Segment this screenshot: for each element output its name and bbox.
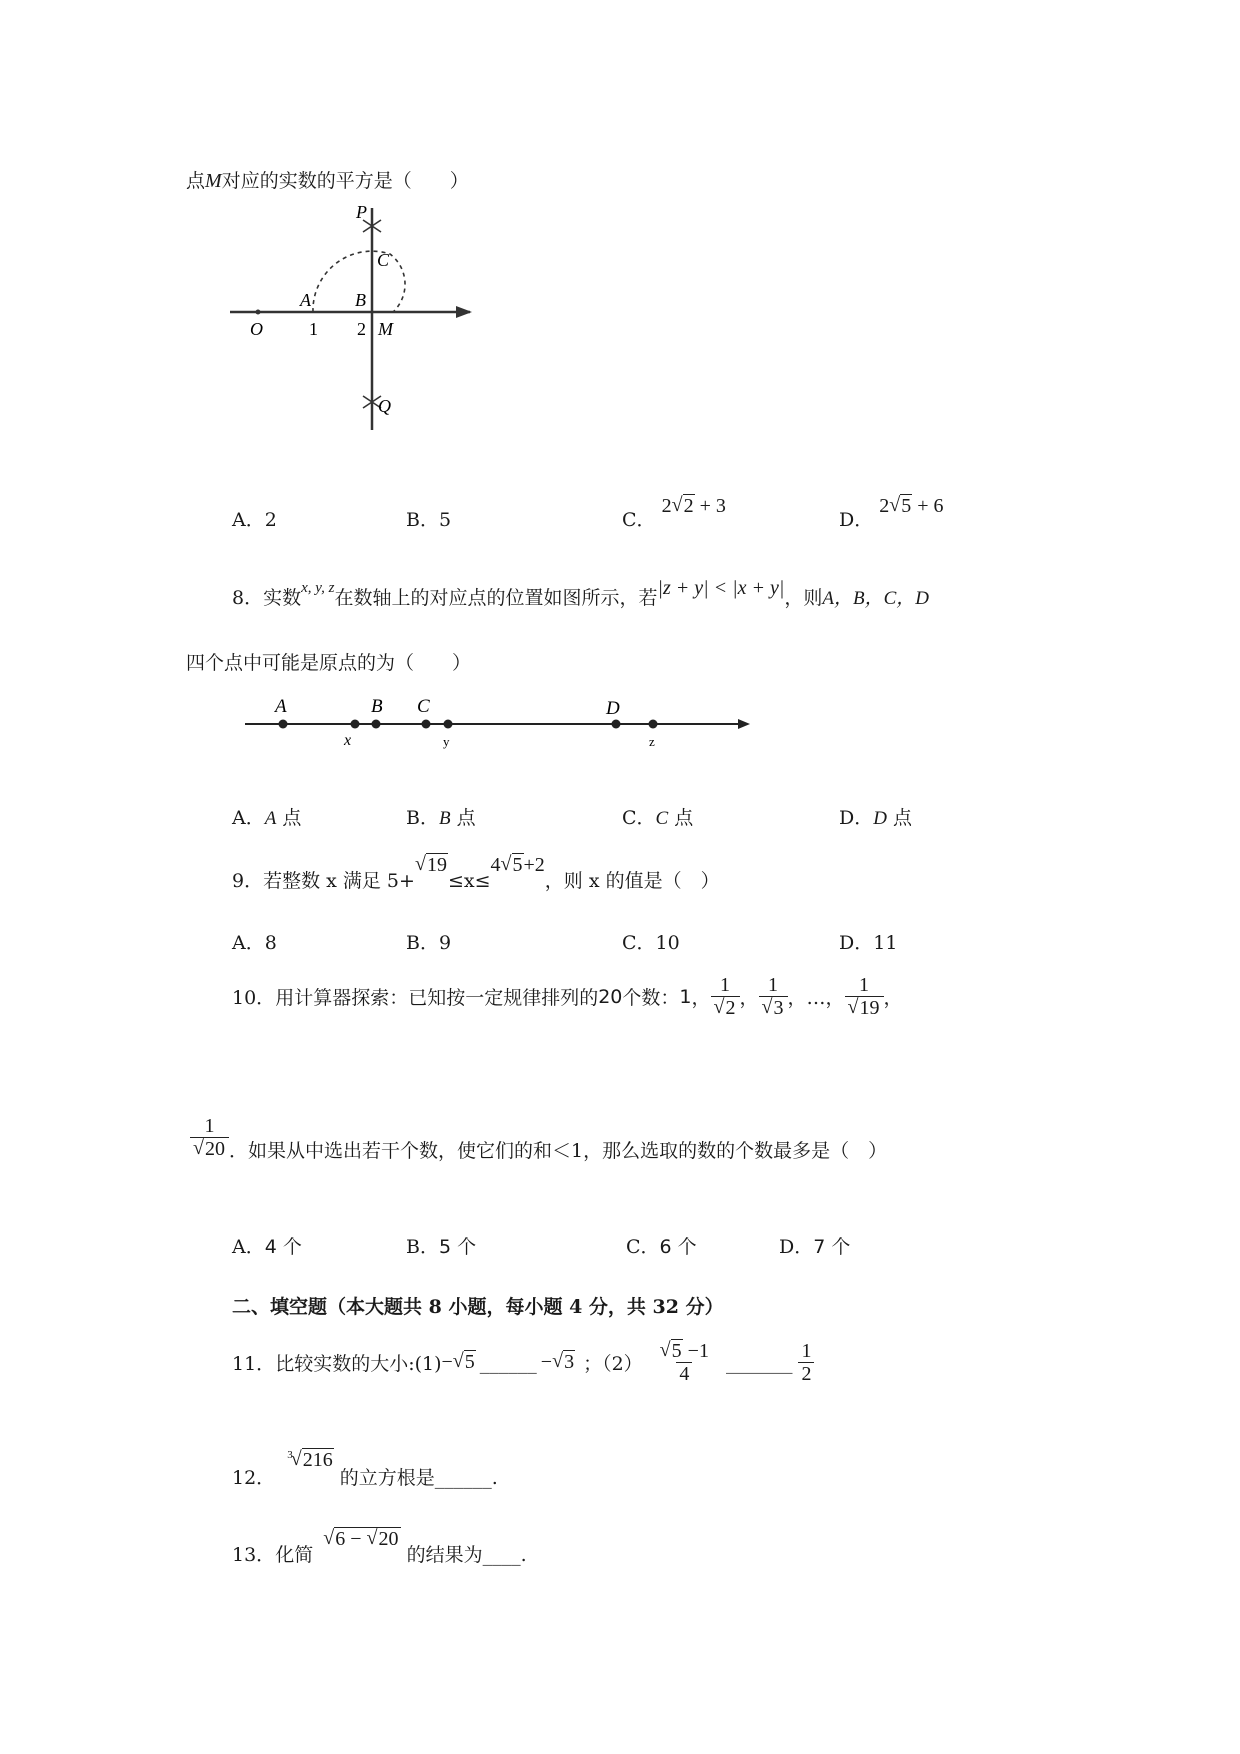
point-O <box>256 310 261 315</box>
q8-option-b[interactable]: B．B 点 <box>406 807 476 829</box>
blank-2: _______ <box>725 1351 793 1374</box>
q10-option-a[interactable]: A．4 个 <box>232 1236 302 1258</box>
fraction-1-sqrt19: 1 √ 19 <box>845 974 884 1019</box>
label-B: B <box>371 696 383 717</box>
sqrt-2: √ 2 <box>672 495 695 518</box>
q12-stem: 12． $^3$√ 216 的立方根是______. <box>232 1463 498 1490</box>
q8-stem-line1: 8．实数$^{x, y, z}$在数轴上的对应点的位置如图所示，若|z + y| < |x + y|，则A，B，C，D <box>232 577 929 609</box>
q10-stem-line1: 10． 用计算器探索：已知按一定规律排列的 20 个数： 1 ， 1 √ 2 ， 1 √ 3 ，…， 1 √ 19 ， <box>232 974 903 1019</box>
q9-stem: 9．若整数 x 满足 5+√ 19≤x≤4√ 5+2，则 x 的值是（ ） <box>232 866 720 893</box>
dot-y <box>444 720 453 729</box>
q7-option-c[interactable]: C． 2√ 2 + 3 <box>622 505 726 532</box>
q7-option-b[interactable]: B．5 <box>406 509 452 531</box>
label-P: P <box>356 202 367 222</box>
q8-stem-line2: 四个点中可能是原点的为（ ） <box>186 652 472 674</box>
q9-option-a[interactable]: A．8 <box>232 932 277 954</box>
dot-B <box>372 720 381 729</box>
sqrt-5: √ 5 <box>889 495 912 518</box>
label-O: O <box>250 319 263 339</box>
fraction-1-sqrt3: 1 √ 3 <box>759 974 788 1019</box>
label-M: M <box>378 319 393 339</box>
q10-option-b[interactable]: B．5 个 <box>406 1236 477 1258</box>
label-y: y <box>443 734 450 749</box>
fraction-1-sqrt20: 1 √ 20 <box>190 1115 229 1160</box>
q8-number-line-figure <box>240 690 760 750</box>
dot-D <box>612 720 621 729</box>
q9-option-c[interactable]: C．10 <box>622 932 680 954</box>
q8-option-c[interactable]: C．C 点 <box>622 807 694 829</box>
q7-option-a[interactable]: A．2 <box>232 509 277 531</box>
fraction-sqrt5-minus1-over-4: √ $\frac{5 -1}{4}$ <box>657 1340 712 1385</box>
label-C: C <box>377 250 390 270</box>
dot-z <box>649 720 658 729</box>
label-A: A <box>275 696 287 717</box>
q10-option-c[interactable]: C．6 个 <box>626 1236 697 1258</box>
axis-arrow <box>456 306 472 318</box>
label-D: D <box>606 698 620 719</box>
section-heading: 二、填空题（本大题共 8 小题，每小题 4 分，共 32 分） <box>232 1296 724 1318</box>
sqrt-6-minus-sqrt20: √ 6 − √ 20 <box>323 1528 400 1551</box>
sqrt-19: √ 19 <box>415 854 448 877</box>
q7-number-line-figure <box>220 200 490 440</box>
label-z: z <box>649 734 655 749</box>
dot-x <box>351 720 360 729</box>
label-2: 2 <box>357 319 366 339</box>
q9-option-d[interactable]: D．11 <box>839 932 898 954</box>
label-A: A <box>300 290 311 310</box>
fraction-1-sqrt2: 1 √ 2 <box>711 974 740 1019</box>
label-x: x <box>344 732 352 749</box>
cube-root-216: √ 216 <box>291 1449 334 1472</box>
q10-stem-line2: 1 √ 20 ．如果从中选出若干个数，使它们的和＜1，那么选取的数的个数最多是（ ） <box>190 1115 887 1160</box>
q7-stem: 点M对应的实数的平方是（ ） <box>186 170 469 192</box>
sqrt-5: √ 5 <box>501 854 524 877</box>
q9-option-b[interactable]: B．9 <box>406 932 452 954</box>
label-Q: Q <box>378 396 391 416</box>
q11-stem: 11． 比较实数的大小:(1) −√ 5 ______ −√ 3 ；（2） √ $\frac{5 -1}{4}$ _______ $\frac{1}{2}$ <box>232 1340 814 1385</box>
sqrt-3: √ 3 <box>552 1351 575 1374</box>
fraction-1-over-2: $\frac{1}{2}$ <box>798 1340 814 1385</box>
label-C: C <box>417 696 430 717</box>
dot-A <box>279 720 288 729</box>
q10-option-d[interactable]: D．7 个 <box>779 1236 851 1258</box>
blank-1: ______ <box>479 1351 537 1374</box>
label-B: B <box>355 290 366 310</box>
q8-option-a[interactable]: A．A 点 <box>232 807 302 829</box>
abs-inequality: |z + y| < |x + y| <box>657 577 785 599</box>
q7-option-d[interactable]: D． 2√ 5 + 6 <box>839 505 944 532</box>
sqrt-5: √ 5 <box>453 1351 476 1374</box>
q8-option-d[interactable]: D．D 点 <box>839 807 913 829</box>
q13-stem: 13．化简 √ 6 − √ 20 的结果为____. <box>232 1540 527 1567</box>
axis-arrow <box>738 719 750 729</box>
dot-C <box>422 720 431 729</box>
label-1: 1 <box>309 319 318 339</box>
